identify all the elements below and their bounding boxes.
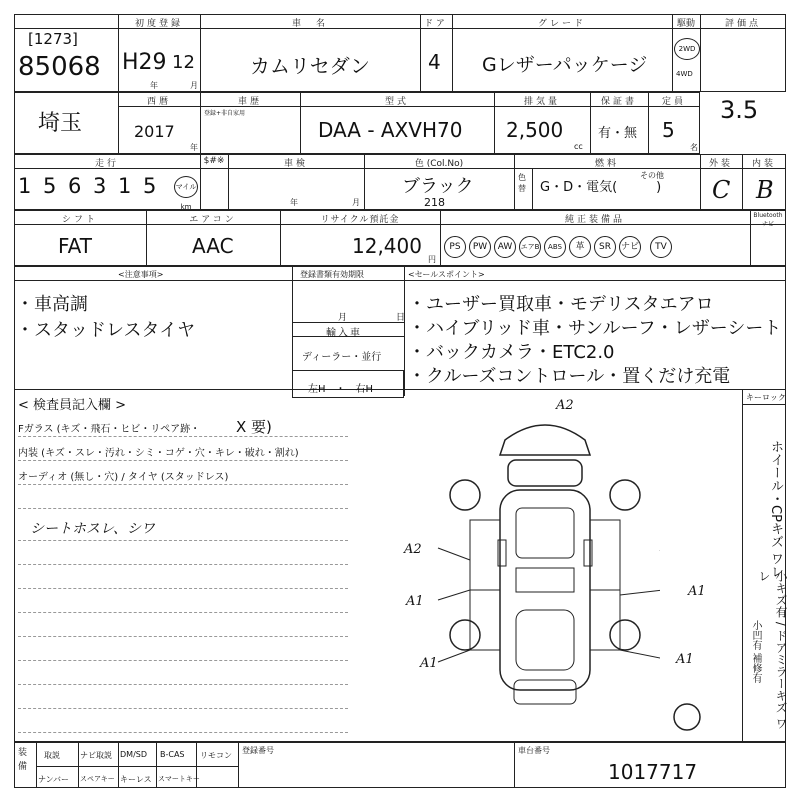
wheel-icon	[610, 620, 640, 650]
label-model-code: 型式	[384, 97, 409, 107]
equipment-tv: TV	[650, 236, 672, 258]
label-meter-replace: $#※	[203, 156, 225, 166]
label-day: 日	[396, 313, 406, 323]
inspection-section	[14, 390, 786, 742]
label-cc: cc	[574, 142, 583, 151]
registration-era-year: H29	[122, 50, 167, 75]
prefecture: 埼玉	[38, 111, 83, 136]
spare-tire-icon	[672, 702, 702, 732]
mileage-digit: 3	[93, 174, 107, 198]
label-dealer: ディーラー・並行	[302, 352, 382, 363]
footer-smart-key: スマートキー	[158, 775, 200, 783]
label-year-1: 年	[150, 81, 158, 90]
mileage-digit: 1	[118, 174, 132, 198]
label-grade: グレード	[537, 19, 586, 29]
label-seireki: 西暦	[146, 97, 171, 107]
label-month-4: 月	[338, 313, 348, 323]
wheel-icon	[450, 620, 480, 650]
car-damage-diagram	[430, 400, 660, 740]
inspection-note: シートホスレ、シワ	[30, 521, 155, 537]
label-capacity: 定員	[661, 97, 686, 107]
label-sales-points: <セールスポイント>	[408, 270, 485, 279]
mileage-digit: 5	[143, 174, 157, 198]
side-note-dent: 小凹有 補修有	[750, 620, 761, 684]
color-number: 218	[424, 196, 445, 209]
label-navi-type: Bluetooth ナビ	[753, 212, 783, 228]
drive-4wd: 4WD	[676, 70, 693, 78]
sales-point: ・クルーズコントロール・置くだけ充電	[408, 366, 731, 387]
label-reg-number: 登録番号	[242, 746, 274, 755]
label-equipment-items: 装備	[18, 748, 28, 772]
label-caution: <注意事項>	[118, 270, 164, 279]
footer-number: ナンバー	[38, 775, 70, 784]
label-year-3: 年	[290, 198, 298, 207]
side-note-mirror: 小キズ有 / ドアミラーキズ ワレ	[757, 570, 788, 730]
chassis-number: 1017717	[608, 760, 698, 784]
label-exterior: 外装	[708, 159, 733, 169]
score-sheet-number: 3.5	[720, 96, 759, 124]
label-keylock: キーロック	[746, 393, 786, 402]
right-door-icon	[590, 520, 620, 590]
label-color-change: 色替	[518, 173, 526, 193]
capacity: 5	[662, 118, 675, 142]
label-month-1: 月	[190, 81, 198, 90]
wheel-icon	[610, 480, 640, 510]
model-code: DAA - AXVH70	[318, 118, 463, 142]
sales-point: ・バックカメラ・ETC2.0	[408, 342, 615, 363]
equipment-ps: PS	[444, 236, 466, 258]
caution-item: ・車高調	[16, 294, 88, 315]
footer-bcas: B-CAS	[160, 750, 185, 759]
registration-month: 12	[172, 52, 195, 73]
footer-dm-sd: DM/SD	[120, 750, 147, 759]
equipment-sunroof: SR	[594, 236, 616, 258]
label-equipment: 純正装備品	[564, 215, 625, 225]
label-year-2: 年	[190, 143, 198, 152]
label-chassis-number: 車台番号	[518, 746, 550, 755]
caution-item: ・スタッドレスタイヤ	[16, 320, 196, 341]
label-persons: 名	[690, 143, 698, 152]
equipment-abs: ABS	[544, 236, 566, 258]
equipment-airbag: エアB	[519, 236, 541, 258]
label-fuel-other: その他	[640, 171, 664, 180]
mileage-digit: 1	[18, 174, 32, 198]
car-body-icon	[500, 490, 590, 690]
footer-spare-key: スペアキー	[80, 775, 115, 783]
label-color: 色 (Col.No)	[414, 159, 464, 169]
label-shaken: 車検	[283, 159, 308, 169]
damage-mark: A1	[676, 652, 694, 667]
damage-mark: A2	[556, 398, 574, 413]
drive-2wd-text: 2WD	[678, 45, 696, 53]
footer-keyless: キーレス	[120, 775, 152, 784]
label-displacement: 排気量	[523, 97, 560, 107]
doors: 4	[428, 50, 441, 74]
label-yen: 円	[428, 255, 436, 264]
inspection-fglass: Fガラス (キズ・飛石・ヒビ・リペア跡・	[18, 424, 201, 435]
label-interior: 内装	[751, 159, 776, 169]
displacement: 2,500	[506, 118, 564, 142]
footer-navi-manual: ナビ取説	[80, 751, 112, 760]
label-warranty: 保証書	[600, 97, 637, 107]
label-aircon: エアコン	[189, 215, 237, 225]
label-fuel: 燃料	[594, 159, 619, 169]
label-reg-valid: 登録書類有効期限	[300, 270, 364, 279]
label-car-name: 車 名	[291, 19, 328, 29]
equipment-pw: PW	[469, 236, 491, 258]
sales-point: ・ユーザー買取車・モデリスタエアロ	[408, 294, 714, 315]
color-name: ブラック	[402, 176, 474, 197]
warranty: 有・無	[598, 126, 638, 141]
label-score: 評価点	[724, 19, 761, 29]
lot-prefix: [1273]	[28, 30, 78, 48]
lot-number: 85068	[18, 52, 101, 82]
recycle-fee: 12,400	[352, 234, 422, 258]
fuel-options: G・D・電気( )	[540, 180, 662, 195]
side-note-wheel: ホイール・CPキズ ワレ	[768, 440, 783, 579]
wheel-icon	[450, 480, 480, 510]
label-mileage: 走行	[94, 159, 119, 169]
label-steering: 左H ・ 右H	[308, 384, 374, 395]
equipment-aw: AW	[494, 236, 516, 258]
mileage-digit: 6	[68, 174, 82, 198]
grade: Gレザーパッケージ	[482, 54, 648, 76]
label-car-history-sub: 登録+非自家用	[204, 110, 246, 117]
damage-mark: A1	[688, 584, 706, 599]
label-drive: 駆動	[676, 19, 695, 29]
equipment-navi: ナビ	[619, 236, 641, 258]
exterior-grade: C	[712, 176, 731, 204]
label-door: ドア	[424, 19, 448, 29]
mileage-digit: 5	[43, 174, 57, 198]
interior-grade: B	[756, 176, 774, 204]
label-shift: シフト	[61, 215, 98, 225]
inspection-title: < 検査員記入欄 >	[18, 398, 127, 413]
shift: FAT	[58, 234, 93, 258]
label-recycle: リサイクル預託金	[320, 215, 400, 225]
mileage-digits	[18, 174, 168, 198]
label-car-history: 車歴	[237, 97, 262, 107]
drive-2wd	[674, 38, 700, 60]
damage-mark: A1	[420, 656, 438, 671]
label-import-car: 輸入車	[326, 328, 362, 339]
rear-spoiler-icon	[500, 425, 590, 455]
footer-remocon: リモコン	[200, 751, 232, 760]
label-first-registration: 初度登録	[134, 19, 183, 29]
equipment-leather: 革	[569, 236, 591, 258]
mile-km-unit-text: マイル km	[175, 183, 197, 211]
car-name: カムリセダン	[250, 54, 370, 78]
sales-point: ・ハイブリッド車・サンルーフ・レザーシート	[408, 318, 782, 339]
footer-manual: 取説	[44, 751, 60, 760]
label-month-3: 月	[352, 198, 360, 207]
inspection-audio: オーディオ (無し・穴) / タイヤ (スタッドレス)	[18, 472, 229, 483]
model-year: 2017	[134, 122, 175, 141]
damage-mark: A1	[406, 594, 424, 609]
damage-mark: A2	[404, 542, 422, 557]
inspection-fglass-mark: X 要)	[236, 418, 272, 436]
equipment-list	[444, 234, 788, 258]
left-door-icon	[470, 520, 500, 590]
aircon: AAC	[192, 234, 234, 258]
inspection-interior: 内装 (キズ・スレ・汚れ・シミ・コゲ・穴・キレ・破れ・割れ)	[18, 448, 299, 459]
mile-km-unit	[174, 176, 198, 211]
